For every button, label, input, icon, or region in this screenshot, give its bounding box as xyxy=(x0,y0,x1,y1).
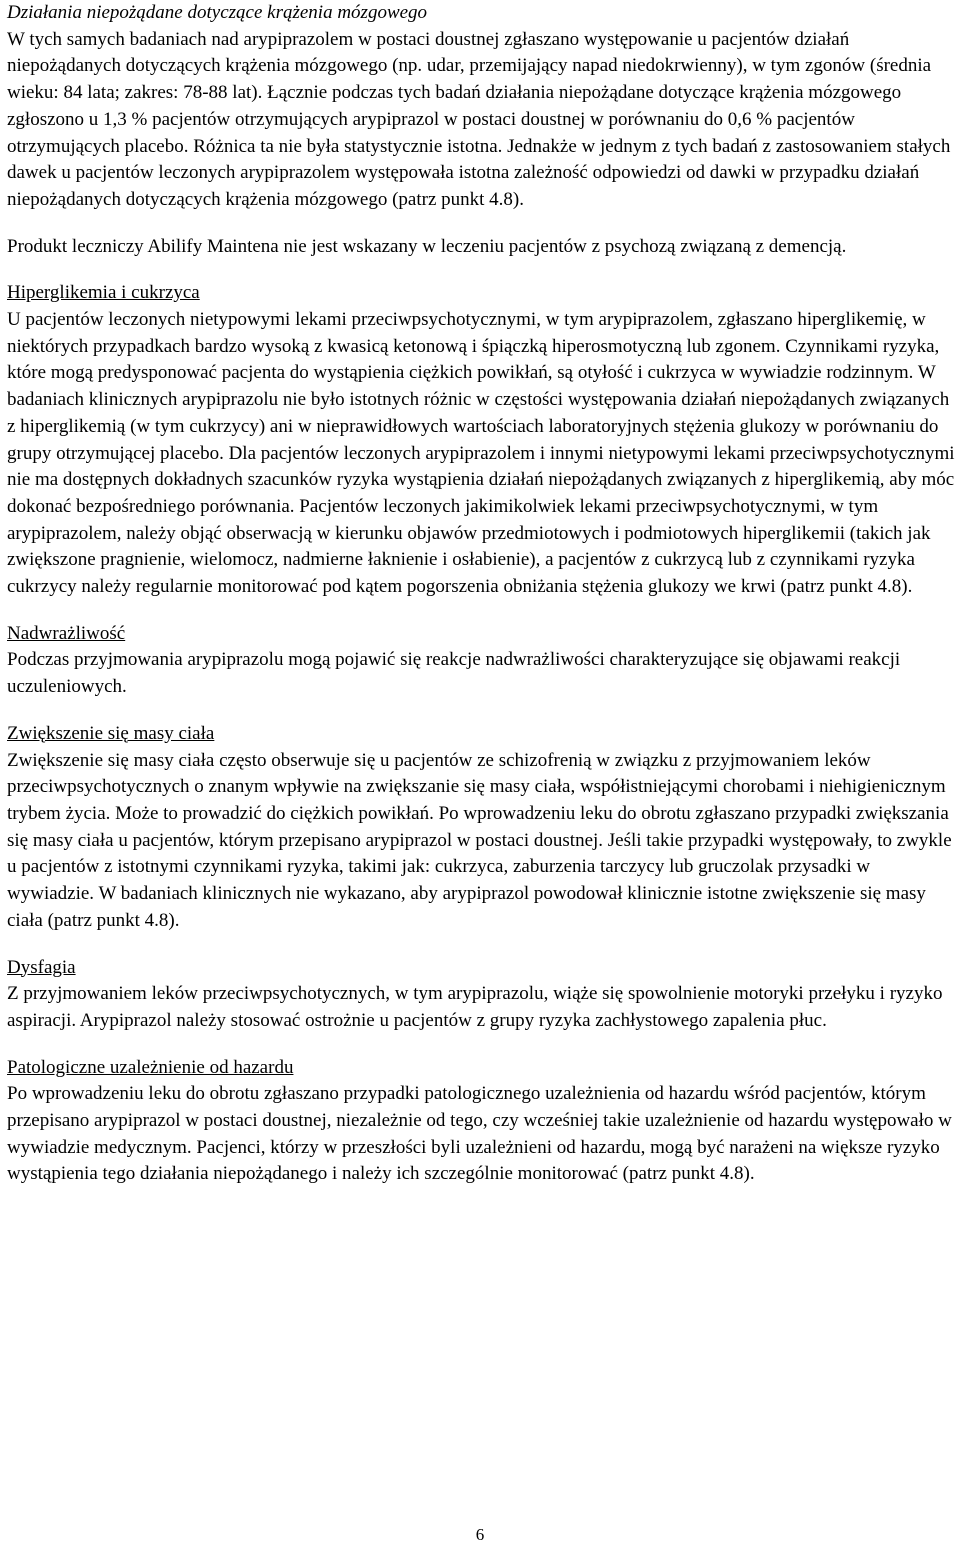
section-hypersensitivity xyxy=(7,621,955,701)
section-gambling xyxy=(7,1055,955,1189)
section-heading: Dysfagia xyxy=(7,956,76,978)
section-heading: Patologiczne uzależnienie od hazardu xyxy=(7,1056,294,1078)
paragraph: Podczas przyjmowania arypiprazolu mogą pojawić się reakcje nadwrażliwości charakteryzujące się objawami reakcji uczuleniowych. xyxy=(7,649,901,698)
paragraph: U pacjentów leczonych nietypowymi lekami przeciwpsychotycznymi, w tym arypiprazolem, zgłaszano hiperglikemię, w niektórych przypadkach bardzo wysoką z kwasicą ketonową i śpiączką hiperosmotyczną lub zgonem. Czynnikami ryzyka, które mogą predysponować pacjenta do wystąpienia ciężkich powikłań, są otyłość i cukrzyca w wywiadzie rodzinnym. W badaniach klinicznych arypiprazolu nie było istotnych różnic w częstości występowania działań niepożądanych związanych z hiperglikemią (w tym cukrzycy) ani w nieprawidłowych wartościach laboratoryjnych stężenia glukozy w porównaniu do grupy otrzymującej placebo. Dla pacjentów leczonych arypiprazolem i innymi nietypowymi lekami przeciwpsychotycznymi nie ma dostępnych dokładnych szacunków ryzyka wystąpienia działań niepożądanych związanych z hiperglikemią, aby móc dokonać bezpośredniego porównania. Pacjentów leczonych jakimikolwiek lekami przeciwpsychotycznymi, w tym arypiprazolem, należy objąć obserwacją w kierunku objawów przedmiotowych i podmiotowych hiperglikemii (takich jak zwiększone pragnienie, wielomocz, nadmierne łaknienie i osłabienie), a pacjentów z cukrzycą lub z czynnikami ryzyka cukrzycy należy regularnie monitorować pod kątem pogorszenia obniżania stężenia glukozy we krwi (patrz punkt 4.8). xyxy=(7,309,955,598)
paragraph: Z przyjmowaniem leków przeciwpsychotycznych, w tym arypiprazolu, wiąże się spowolnienie motoryki przełyku i ryzyko aspiracji. Arypiprazol należy stosować ostrożnie u pacjentów z grupy ryzyka zachłystowego zapalenia płuc. xyxy=(7,983,943,1031)
page-number: 6 xyxy=(475,1525,485,1544)
document-body xyxy=(7,0,955,1208)
section-hyperglycemia xyxy=(7,280,955,600)
paragraph: Po wprowadzeniu leku do obrotu zgłaszano przypadki patologicznego uzależnienia od hazardu wśród pacjentów, którym przepisano arypiprazol w postaci doustnej, niezależnie od tego, czy wcześniej takie uzależnienie od hazardu występowało w wywiadzie medycznym. Pacjenci, którzy w przeszłości byli uzależnieni od hazardu, mogą być narażeni na większe ryzyko wystąpienia tego działania niepożądanego i należy ich szczególnie monitorować (patrz punkt 4.8). xyxy=(7,1083,952,1185)
paragraph: Produkt leczniczy Abilify Maintena nie jest wskazany w leczeniu pacjentów z psychozą związaną z demencją. xyxy=(7,235,847,257)
paragraph: Zwiększenie się masy ciała często obserwuje się u pacjentów ze schizofrenią w związku z przyjmowaniem leków przeciwpsychotycznych o znanym wpływie na zwiększanie się masy ciała, współistniejącymi chorobami i niehigienicznym trybem życia. Może to prowadzić do ciężkich powikłań. Po wprowadzeniu leku do obrotu zgłaszano przypadki zwiększania się masy ciała u pacjentów, którym przepisano arypiprazol w postaci doustnej. Jeśli takie przypadki występowały, to zwykle u pacjentów z istotnymi czynnikami ryzyka, takimi jak: cukrzyca, zaburzenia tarczycy lub gruczolak przysadki w wywiadzie. W badaniach klinicznych nie wykazano, aby arypiprazol powodował klinicznie istotne zwiększenie się masy ciała (patrz punkt 4.8). xyxy=(7,749,952,931)
section-heading: Nadwrażliwość xyxy=(7,622,126,644)
section-heading: Hiperglikemia i cukrzyca xyxy=(7,282,200,304)
section-heading: Zwiększenie się masy ciała xyxy=(7,722,215,744)
section-dementia-note xyxy=(7,234,955,261)
section-heading: Działania niepożądane dotyczące krążenia mózgowego xyxy=(7,2,428,23)
section-weight-gain xyxy=(7,721,955,935)
section-dysphagia xyxy=(7,955,955,1035)
section-cerebrovascular xyxy=(7,0,955,214)
paragraph: W tych samych badaniach nad arypiprazolem w postaci doustnej zgłaszano występowanie u pacjentów działań niepożądanych dotyczących krążenia mózgowego (np. udar, przemijający napad niedokrwienny), w tym zgonów (średnia wieku: 84 lata; zakres: 78-88 lat). Łącznie podczas tych badań działania niepożądane dotyczące krążenia mózgowego zgłoszono u 1,3 % pacjentów otrzymujących arypiprazol w postaci doustnej w porównaniu do 0,6 % pacjentów otrzymujących placebo. Różnica ta nie była statystycznie istotna. Jednakże w jednym z tych badań z zastosowaniem stałych dawek u pacjentów leczonych arypiprazolem występowała istotna zależność odpowiedzi od dawki w przypadku działań niepożądanych dotyczących krążenia mózgowego (patrz punkt 4.8). xyxy=(7,28,951,210)
